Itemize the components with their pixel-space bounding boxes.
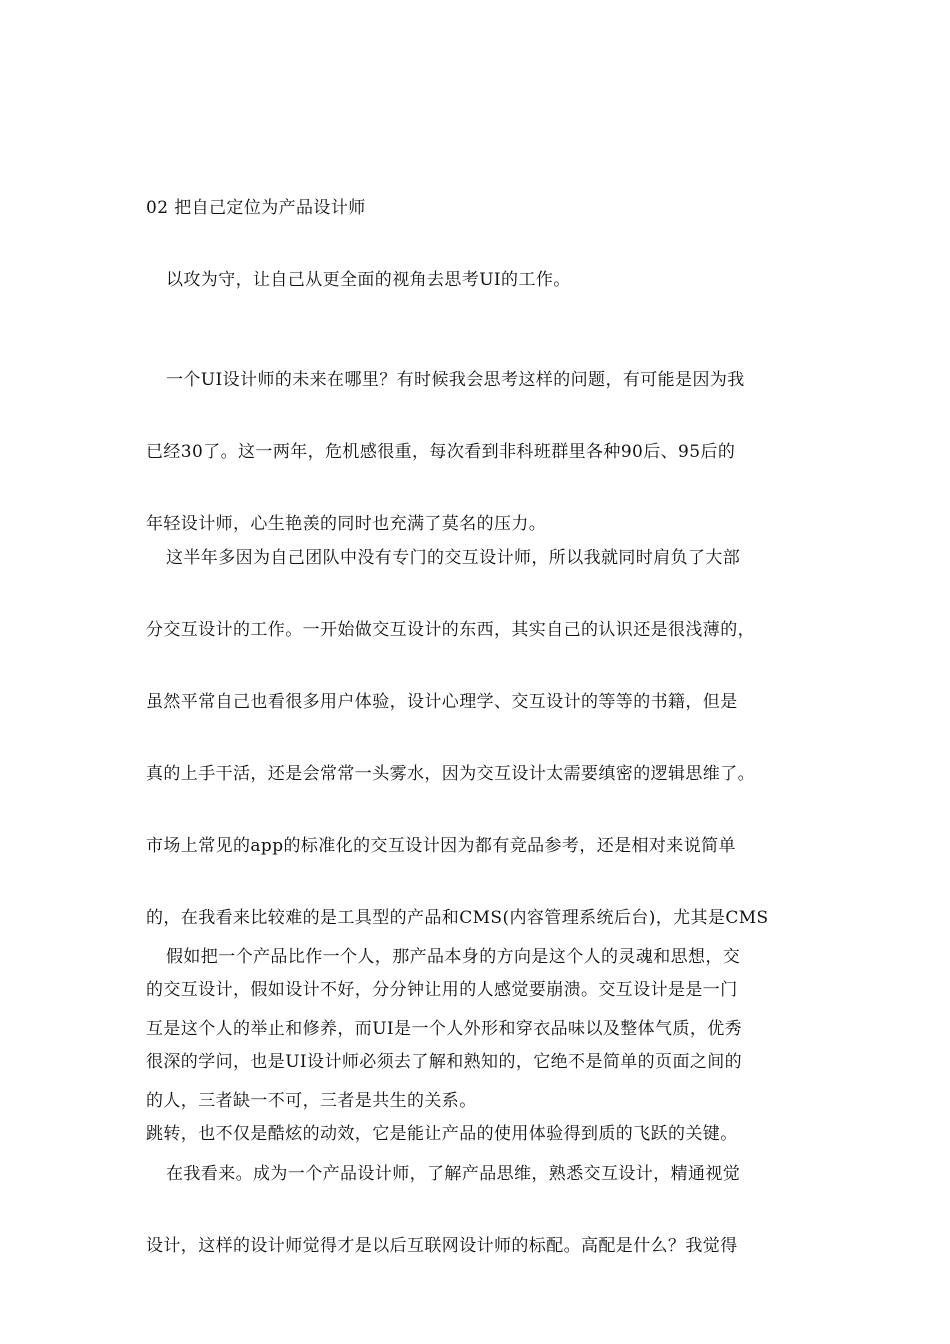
paragraph-line: 分交互设计的工作。一开始做交互设计的东西，其实自己的认识还是很浅薄的， bbox=[146, 620, 755, 640]
section-subtitle bbox=[146, 226, 810, 334]
paragraph-3 bbox=[146, 903, 810, 1155]
paragraph-line: 已经30了。这一两年，危机感很重，每次看到非科班群里各种90后、95后的 bbox=[146, 442, 736, 462]
paragraph-line: 市场上常见的app的标准化的交互设计因为都有竞品参考，还是相对来说简单 bbox=[146, 836, 736, 856]
paragraph-line: 互是这个人的举止和修养，而UI是一个人外形和穿衣品味以及整体气质，优秀 bbox=[146, 1019, 743, 1039]
paragraph-line: 的人，三者缺一不可，三者是共生的关系。 bbox=[146, 1091, 477, 1111]
paragraph-line: 虽然平常自己也看很多用户体验，设计心理学、交互设计的等等的书籍，但是 bbox=[146, 692, 738, 712]
paragraph-line: 设计，这样的设计师觉得才是以后互联网设计师的标配。高配是什么？我觉得 bbox=[146, 1236, 738, 1256]
paragraph-line: 一个UI设计师的未来在哪里？有时候我会思考这样的问题，有可能是因为我 bbox=[166, 370, 745, 390]
section-heading-text: 02 把自己定位为产品设计师 bbox=[146, 198, 366, 218]
paragraph-4 bbox=[146, 1120, 810, 1300]
paragraph-line: 跳转，也不仅是酷炫的动效，它是能让产品的使用体验得到质的飞跃的关键。 bbox=[146, 1124, 738, 1144]
paragraph-line: 年轻设计师，心生艳羡的同时也充满了莫名的压力。 bbox=[146, 514, 547, 534]
paragraph-line: 的，在我看来比较难的是工具型的产品和CMS(内容管理系统后台)，尤其是CMS bbox=[146, 908, 769, 928]
paragraph-line: 真的上手干活，还是会常常一头雾水，因为交互设计太需要缜密的逻辑思维了。 bbox=[146, 764, 755, 784]
section-subtitle-text: 以攻为守，让自己从更全面的视角去思考UI的工作。 bbox=[166, 270, 571, 290]
paragraph-line: 很深的学问，也是UI设计师必须去了解和熟知的，它绝不是简单的页面之间的 bbox=[146, 1052, 743, 1072]
paragraph-line: 在我看来。成为一个产品设计师，了解产品思维，熟悉交互设计，精通视觉 bbox=[166, 1164, 741, 1184]
paragraph-line: 的交互设计，假如设计不好，分分钟让用的人感觉要崩溃。交互设计是是一门 bbox=[146, 980, 738, 1000]
paragraph-line: 这半年多因为自己团队中没有专门的交互设计师，所以我就同时肩负了大部 bbox=[166, 548, 741, 568]
paragraph-line: 假如把一个产品比作一个人，那产品本身的方向是这个人的灵魂和思想，交 bbox=[166, 947, 741, 967]
